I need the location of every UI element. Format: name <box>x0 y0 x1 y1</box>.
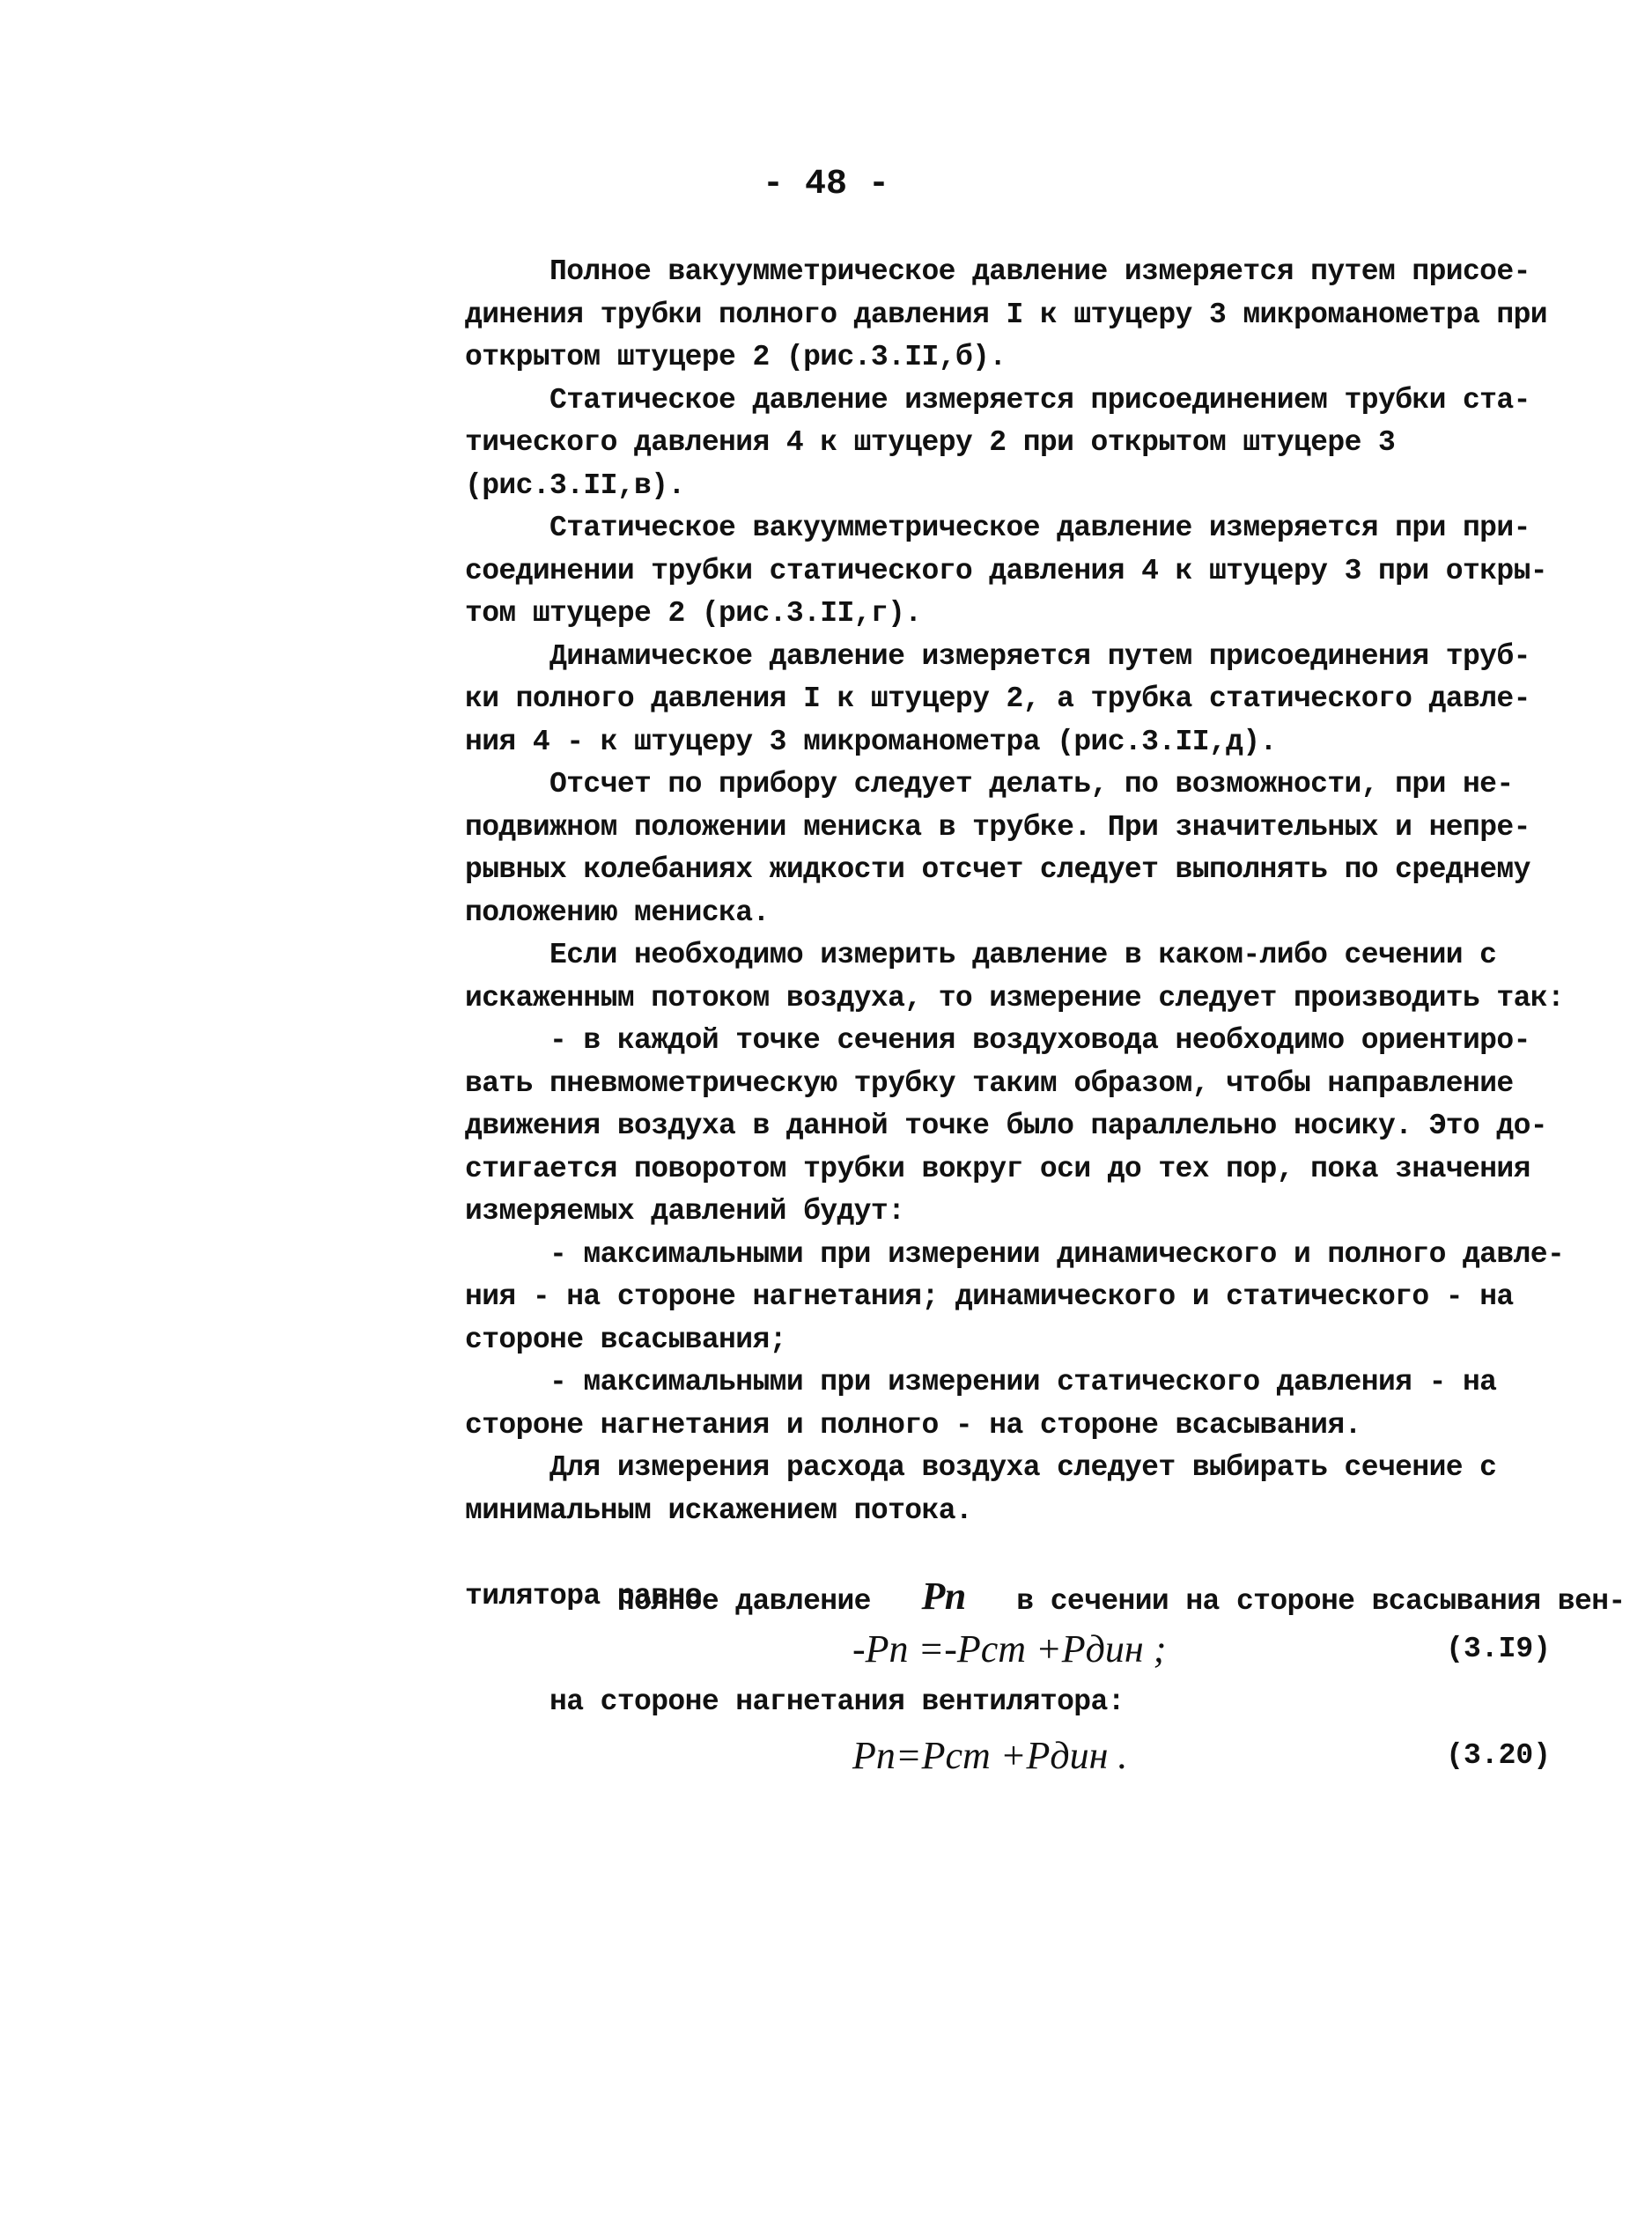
text-line: - в каждой точке сечения воздуховода необходимо ориентиро- <box>549 1024 1530 1057</box>
text-line: стороне всасывания; <box>465 1323 786 1356</box>
text-line: минимальным искажением потока. <box>465 1494 973 1527</box>
text-line: динения трубки полного давления I к штуцеру 3 микроманометра при <box>465 298 1548 331</box>
text-line: (рис.3.II,в). <box>465 468 685 502</box>
text-line: подвижном положении мениска в трубке. При значительных и непре- <box>465 810 1530 844</box>
equation-3-20 <box>465 1724 1557 1788</box>
text-line: ния 4 - к штуцеру 3 микроманометра (рис.3.II,д). <box>465 725 1277 758</box>
body-text <box>465 251 1626 1788</box>
equation-number: (3.20) <box>1446 1738 1551 1772</box>
text-line: Динамическое давление измеряется путем присоединения труб- <box>549 639 1530 673</box>
text-line: тилятора равно <box>465 1579 702 1612</box>
inline-text: Полное давление <box>616 1584 871 1618</box>
text-line: рывных колебаниях жидкости отсчет следует выполнять по среднему <box>465 853 1530 886</box>
text-line: - максимальными при измерении динамического и полного давле- <box>549 1237 1565 1271</box>
text-line: Для измерения расхода воздуха следует выбирать сечение с <box>549 1451 1497 1484</box>
text-line: открытом штуцере 2 (рис.3.II,б). <box>465 341 1007 373</box>
text-line: положению мениска. <box>465 896 770 929</box>
text-line: вать пневмометрическую трубку таким образом, чтобы направление <box>465 1066 1514 1100</box>
text-line: на стороне нагнетания вентилятора: <box>549 1686 1125 1718</box>
text-line: стигается поворотом трубки вокруг оси до тех пор, пока значения <box>465 1152 1530 1185</box>
text-line: ния - на стороне нагнетания; динамического и статического - на <box>465 1280 1514 1313</box>
text-line: измеряемых давлений будут: <box>465 1195 905 1228</box>
inline-text: в сечении на стороне всасывания вен- <box>1016 1584 1626 1618</box>
text-line: стороне нагнетания и полного - на стороне всасывания. <box>465 1408 1361 1442</box>
equation-number: (3.I9) <box>1446 1633 1551 1665</box>
pressure-symbol: Pп <box>921 1574 966 1618</box>
text-line: - максимальными при измерении статического давления - на <box>549 1366 1497 1398</box>
text-line: Отсчет по прибору следует делать, по возможности, при не- <box>549 768 1514 800</box>
equation-expression: -Pп =-Pст +Pдин ; <box>852 1627 1167 1671</box>
text-line: Статическое вакуумметрическое давление измеряется при при- <box>549 512 1530 544</box>
text-line: искаженным потоком воздуха, то измерение следует производить так: <box>465 981 1565 1014</box>
text-line: том штуцере 2 (рис.3.II,г). <box>465 597 922 630</box>
text-line: Полное вакуумметрическое давление измеряется путем присое- <box>549 255 1530 288</box>
text-line: движения воздуха в данной точке было параллельно носику. Это до- <box>465 1110 1548 1142</box>
text-line: Статическое давление измеряется присоединением трубки ста- <box>549 383 1530 417</box>
equation-expression: Pп=Pст +Pдин . <box>852 1733 1128 1777</box>
text-line: Если необходимо измерить давление в каком-либо сечении с <box>549 939 1497 971</box>
text-line: ки полного давления I к штуцеру 2, а трубка статического давле- <box>465 682 1530 715</box>
page-number: - 48 - <box>762 165 890 204</box>
equation-3-19 <box>465 1618 1557 1681</box>
text-line: соединении трубки статического давления 4 к штуцеру 3 при откры- <box>465 554 1548 587</box>
text-line: тического давления 4 к штуцеру 2 при открытом штуцере 3 <box>465 426 1396 459</box>
